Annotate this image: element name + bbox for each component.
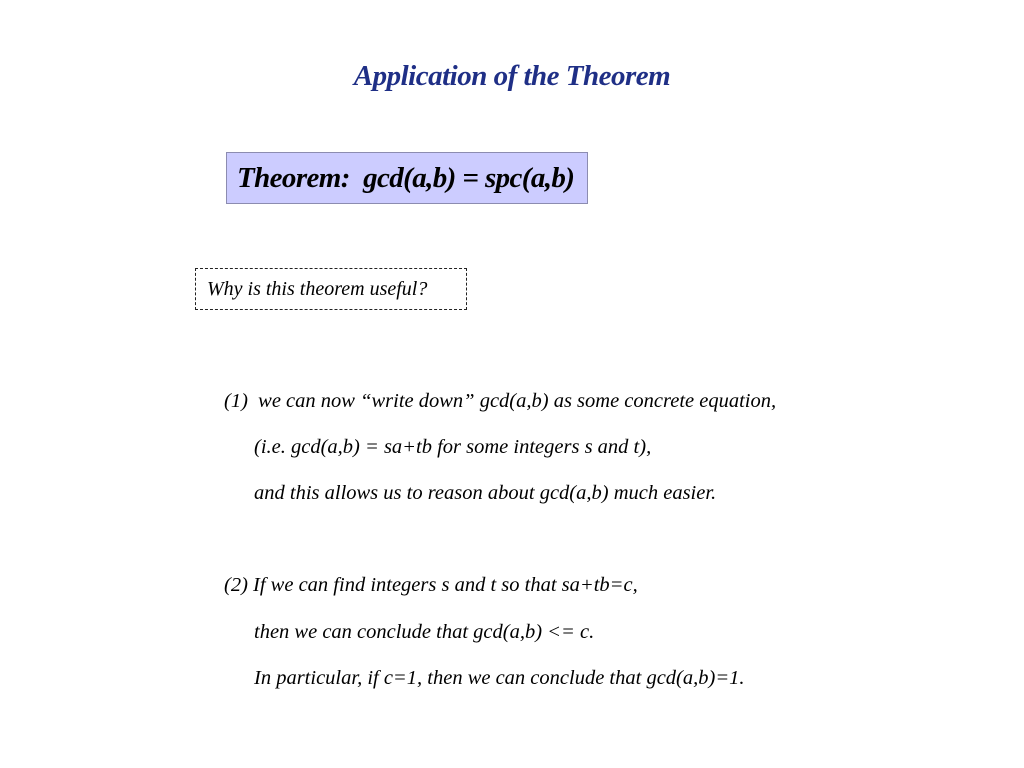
point-2-line-2: then we can conclude that gcd(a,b) <= c. xyxy=(254,621,595,643)
theorem-box xyxy=(226,152,588,204)
point-2-line-1: (2) If we can find integers s and t so that sa+tb=c, xyxy=(224,574,638,596)
theorem-statement: Theorem: gcd(a,b) = spc(a,b) xyxy=(237,161,575,194)
point-1-line-1: (1) we can now “write down” gcd(a,b) as some concrete equation, xyxy=(224,390,777,412)
slide-title: Application of the Theorem xyxy=(353,60,671,92)
point-1-line-2: (i.e. gcd(a,b) = sa+tb for some integers s and t), xyxy=(254,436,652,458)
question-text: Why is this theorem useful? xyxy=(207,277,428,300)
point-1-line-3: and this allows us to reason about gcd(a,b) much easier. xyxy=(254,482,717,504)
point-2-line-3: In particular, if c=1, then we can conclude that gcd(a,b)=1. xyxy=(254,667,745,689)
question-box xyxy=(195,268,467,310)
